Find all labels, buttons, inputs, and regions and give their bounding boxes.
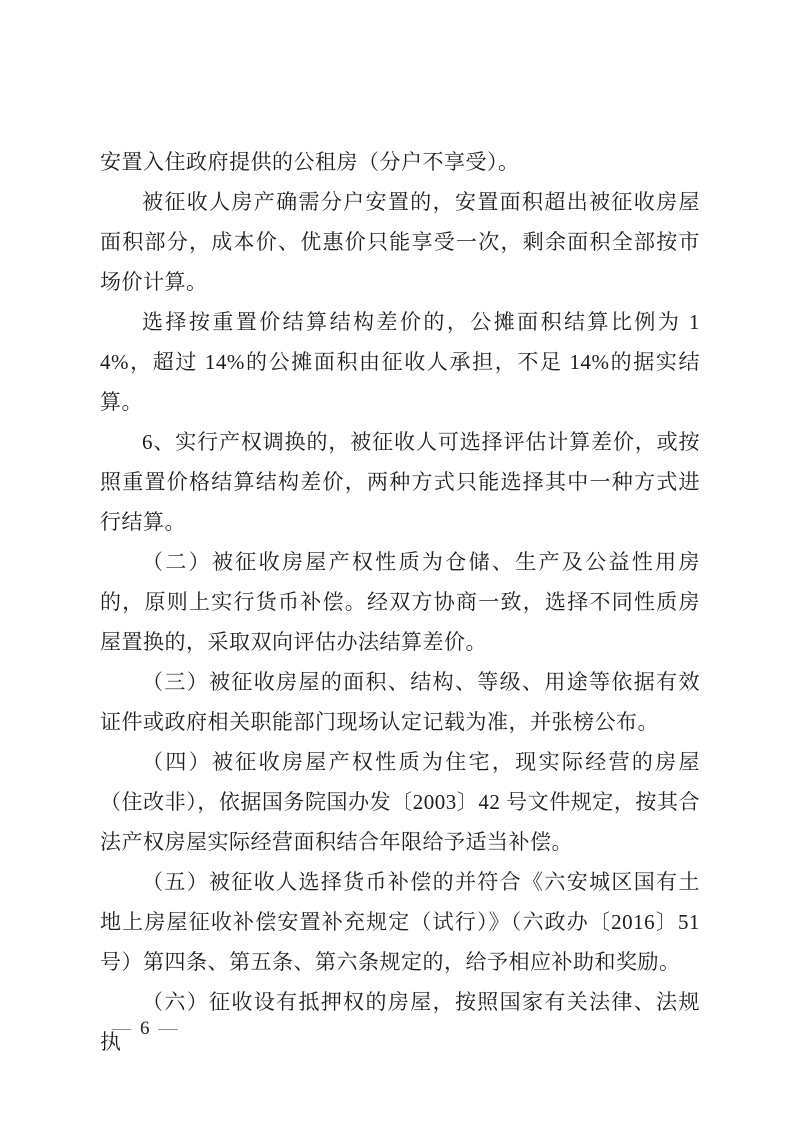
paragraph-section-3: （三）被征收房屋的面积、结构、等级、用途等依据有效证件或政府相关职能部门现场认定记载为准，并张榜公布。 — [100, 670, 700, 734]
document-body — [100, 142, 700, 1062]
paragraph-section-6: （六）征收设有抵押权的房屋，按照国家有关法律、法规执 — [100, 990, 700, 1054]
paragraph-section-4: （四）被征收房屋产权性质为住宅，现实际经营的房屋（住改非），依据国务院国办发〔2003〕42 号文件规定，按其合法产权房屋实际经营面积结合年限给予适当补偿。 — [100, 750, 700, 854]
paragraph-section-2: （二）被征收房屋产权性质为仓储、生产及公益性用房的，原则上实行货币补偿。经双方协商一致，选择不同性质房屋置换的，采取双向评估办法结算差价。 — [100, 550, 700, 654]
paragraph-section-5: （五）被征收人选择货币补偿的并符合《六安城区国有土地上房屋征收补偿安置补充规定（试行）》（六政办〔2016〕51 号）第四条、第五条、第六条规定的，给予相应补助和奖励。 — [100, 870, 700, 974]
paragraph-shared-area-ratio: 选择按重置价结算结构差价的，公摊面积结算比例为 14%，超过 14%的公摊面积由征收人承担，不足 14%的据实结算。 — [100, 310, 700, 414]
paragraph-continuation: 安置入住政府提供的公租房（分户不享受）。 — [100, 150, 520, 174]
paragraph-split-household: 被征收人房产确需分户安置的，安置面积超出被征收房屋面积部分，成本价、优惠价只能享受一次，剩余面积全部按市场价计算。 — [100, 190, 700, 294]
page-number: 6 — [140, 1018, 150, 1039]
footer-dash-right: — — [158, 1018, 178, 1039]
paragraph-item-6: 6、实行产权调换的，被征收人可选择评估计算差价，或按照重置价格结算结构差价，两种方式只能选择其中一种方式进行结算。 — [100, 430, 700, 534]
footer-dash-left: — — [112, 1018, 131, 1039]
page-footer — [103, 1014, 187, 1044]
